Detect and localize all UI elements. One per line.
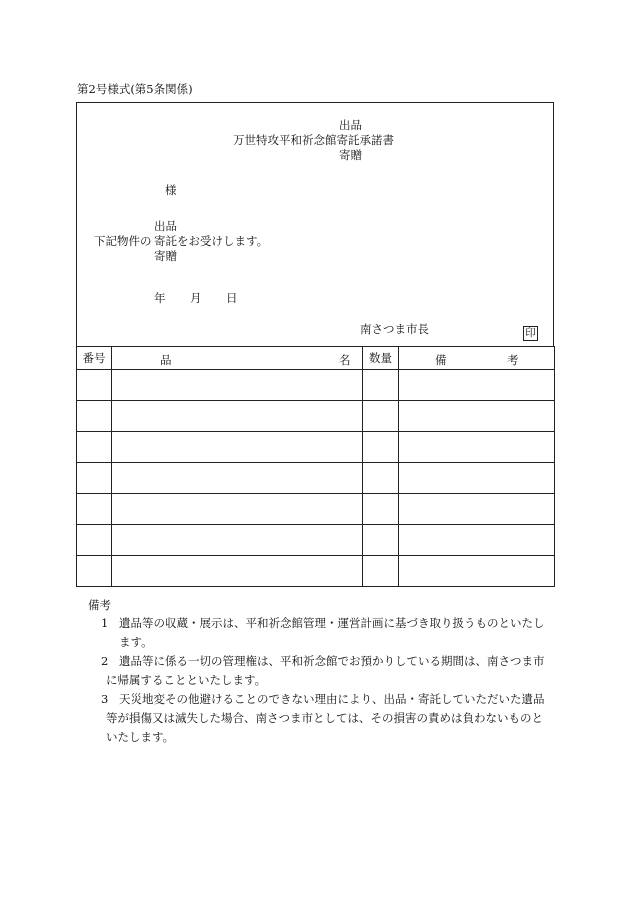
statement-option-deposit: 寄託 (154, 234, 177, 248)
title-option-donation: 寄贈 (339, 148, 362, 162)
cell-quantity[interactable] (363, 494, 399, 525)
note-number: 3 (101, 692, 109, 706)
cell-quantity[interactable] (363, 401, 399, 432)
form-label: 第2号様式(第5条関係) (77, 82, 193, 96)
title-option-exhibit: 出品 (339, 118, 362, 132)
table-row (77, 401, 555, 432)
addressee-suffix: 様 (165, 183, 177, 197)
cell-item-name[interactable] (112, 556, 363, 587)
issuer-name: 南さつま市長 (360, 322, 429, 336)
note-text-line: 遺品等に係る一切の管理権は、平和祈念館でお預かりしている期間は、南さつま市 (119, 654, 545, 668)
cell-number[interactable] (77, 401, 112, 432)
table-row (77, 494, 555, 525)
cell-number[interactable] (77, 370, 112, 401)
note-text-line: ます。 (119, 635, 153, 649)
cell-quantity[interactable] (363, 370, 399, 401)
statement-option-exhibit: 出品 (154, 219, 177, 233)
cell-remarks[interactable] (399, 432, 555, 463)
cell-item-name[interactable] (112, 370, 363, 401)
cell-item-name[interactable] (112, 463, 363, 494)
cell-remarks[interactable] (399, 370, 555, 401)
seal-icon: 印 (523, 326, 538, 341)
cell-quantity[interactable] (363, 432, 399, 463)
cell-number[interactable] (77, 432, 112, 463)
header-remarks: 備 考 (399, 347, 555, 370)
table-row (77, 370, 555, 401)
cell-remarks[interactable] (399, 494, 555, 525)
cell-item-name[interactable] (112, 401, 363, 432)
table-header-row (77, 347, 555, 370)
cell-number[interactable] (77, 494, 112, 525)
seal-mark (523, 321, 538, 341)
note-number: 1 (101, 616, 109, 630)
statement-option-donation: 寄贈 (154, 249, 177, 263)
table-row (77, 556, 555, 587)
cell-remarks[interactable] (399, 401, 555, 432)
cell-item-name[interactable] (112, 525, 363, 556)
header-item-name: 品 名 (112, 347, 363, 370)
cell-remarks[interactable] (399, 463, 555, 494)
note-number: 2 (101, 654, 109, 668)
date-year: 年 (154, 291, 166, 305)
cell-quantity[interactable] (363, 463, 399, 494)
note-text-line: いたします。 (106, 730, 175, 744)
cell-number[interactable] (77, 463, 112, 494)
cell-number[interactable] (77, 556, 112, 587)
header-quantity: 数量 (363, 347, 399, 370)
cell-remarks[interactable] (399, 525, 555, 556)
document-title: 万世特攻平和祈念館寄託承諾書 (233, 133, 394, 147)
table-row (77, 463, 555, 494)
note-text-line: 遺品等の収蔵・展示は、平和祈念館管理・運営計画に基づき取り扱うものといたし (119, 616, 545, 630)
cell-item-name[interactable] (112, 432, 363, 463)
date-day: 日 (226, 291, 238, 305)
statement-prefix: 下記物件の (94, 234, 152, 248)
cell-quantity[interactable] (363, 525, 399, 556)
cell-number[interactable] (77, 525, 112, 556)
statement-suffix: をお受けします。 (177, 234, 269, 248)
table-row (77, 432, 555, 463)
note-text-line: 天災地変その他避けることのできない理由により、出品・寄託していただいた遺品 (119, 692, 545, 706)
cell-item-name[interactable] (112, 494, 363, 525)
items-table (76, 346, 555, 587)
header-number: 番号 (77, 347, 112, 370)
notes-heading: 備考 (88, 598, 111, 612)
cell-quantity[interactable] (363, 556, 399, 587)
date-month: 月 (190, 291, 202, 305)
note-text-line: に帰属することといたします。 (106, 673, 267, 687)
table-row (77, 525, 555, 556)
note-text-line: 等が損傷又は滅失した場合、南さつま市としては、その損害の責めは負わないものと (106, 711, 543, 725)
cell-remarks[interactable] (399, 556, 555, 587)
